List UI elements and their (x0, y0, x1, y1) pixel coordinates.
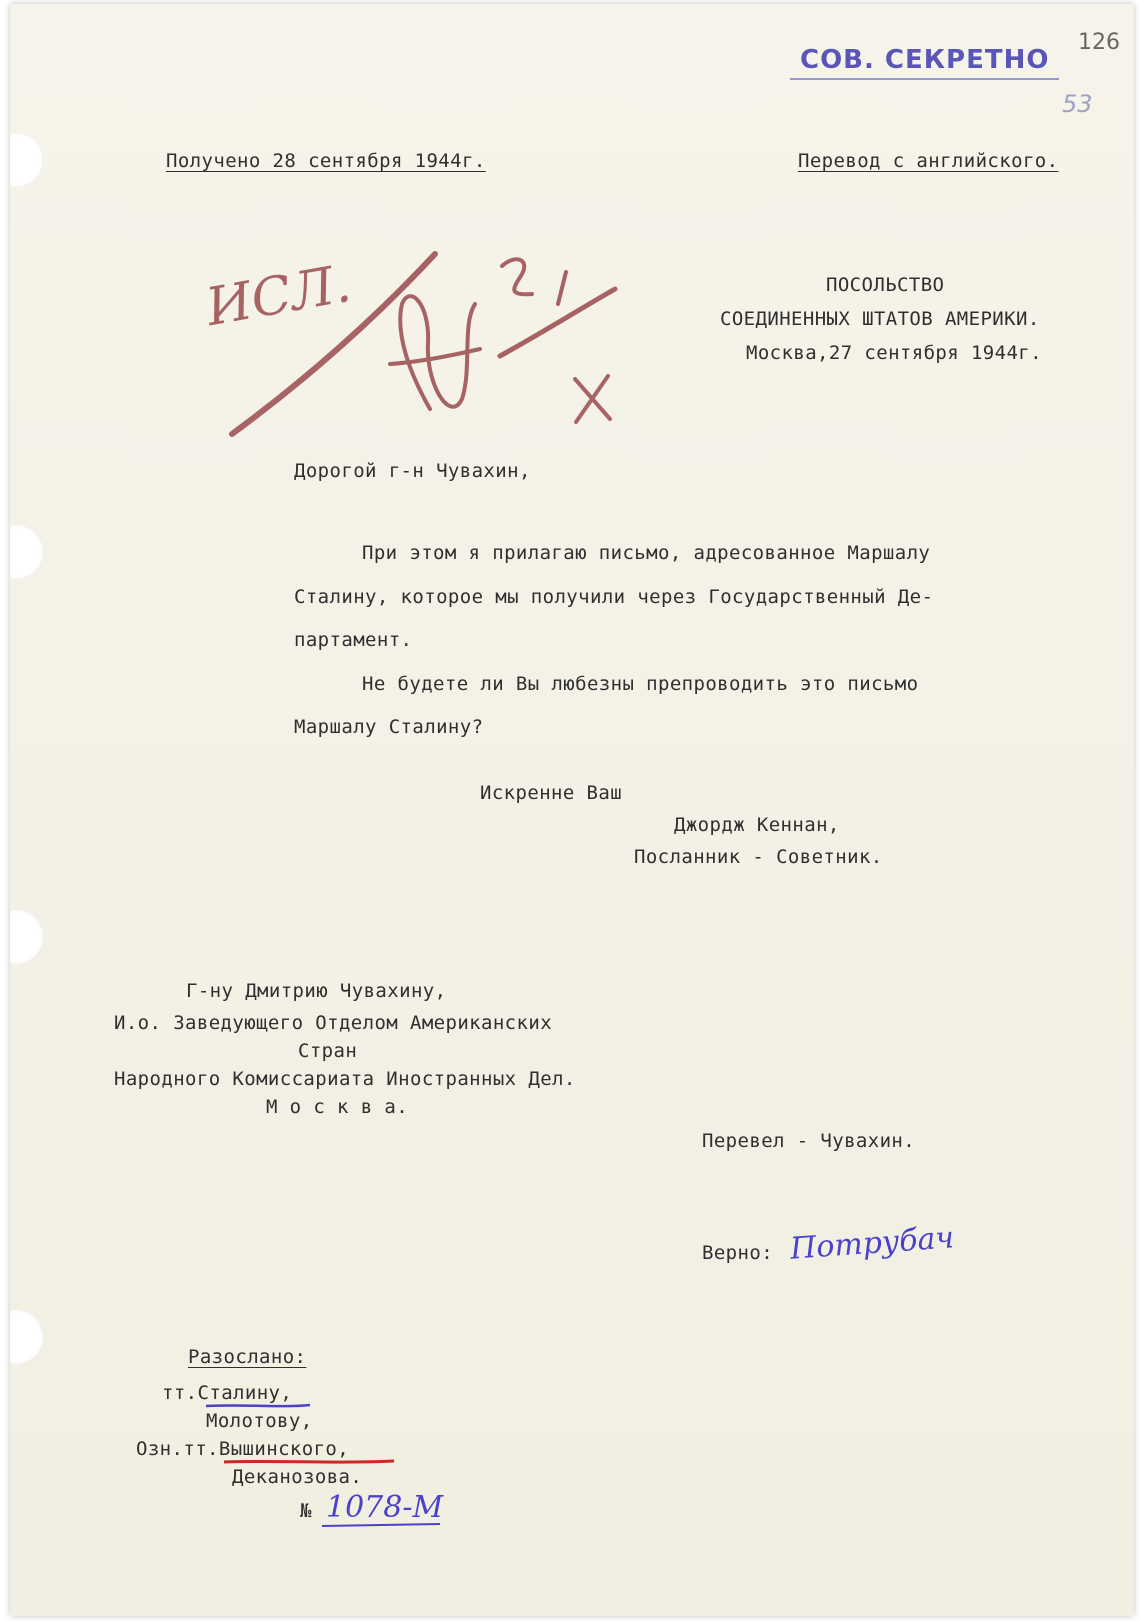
distribution-line-4: Деканозова. (232, 1466, 363, 1488)
sender-line-2: СОЕДИНЕННЫХ ШТАТОВ АМЕРИКИ. (720, 308, 1040, 330)
body-paragraph-1-line-3: партамент. (294, 629, 413, 651)
recipient-line-3: Стран (298, 1040, 358, 1062)
signatory-name: Джордж Кеннан, (674, 814, 840, 836)
received-date: Получено 28 сентября 1944г. (166, 150, 486, 172)
recipient-line-1: Г-ну Дмитрию Чувахину, (186, 980, 447, 1002)
page-number: 126 (1078, 30, 1120, 55)
body-paragraph-1-line-2: Сталину, которое мы получили через Государственный Де- (294, 586, 934, 608)
resolution-text: ИСЛ. (201, 253, 356, 339)
recipient-line-4: Народного Комиссариата Иностранных Дел. (114, 1068, 576, 1090)
recipient-line-2: И.о. Заведующего Отделом Американских (114, 1012, 553, 1034)
document-sheet (10, 4, 1134, 1616)
registry-number-label: № (300, 1500, 312, 1522)
registry-underline (10, 4, 1134, 1616)
pencil-mark: 53 (1062, 90, 1093, 118)
recipient-line-5: М о с к в а. (266, 1096, 409, 1118)
salutation: Дорогой г-н Чувахин, (294, 460, 531, 482)
sender-line-1: ПОСОЛЬСТВО (826, 274, 945, 296)
sender-line-3: Москва,27 сентября 1944г. (746, 342, 1042, 364)
classification-stamp: СОВ. СЕКРЕТНО (790, 42, 1059, 80)
closing: Искренне Ваш (480, 782, 623, 804)
registry-number: 1078-М (326, 1490, 444, 1525)
certification-label: Верно: (702, 1242, 774, 1264)
distribution-line-1: тт.Сталину, (162, 1382, 293, 1404)
translation-note: Перевод с английского. (798, 150, 1059, 172)
distribution-line-3: Озн.тт.Вышинского, (136, 1438, 350, 1460)
certification-signature: Потрубач (788, 1220, 956, 1267)
body-paragraph-2-line-1: Не будете ли Вы любезны препроводить это письмо (362, 673, 919, 695)
distribution-line-2: Молотову, (206, 1410, 313, 1432)
body-paragraph-2-line-2: Маршалу Сталину? (294, 716, 484, 738)
signatory-title: Посланник - Советник. (634, 846, 883, 868)
translator: Перевел - Чувахин. (702, 1130, 916, 1152)
body-paragraph-1-line-1: При этом я прилагаю письмо, адресованное Маршалу (362, 542, 931, 564)
distribution-heading: Разослано: (188, 1346, 307, 1368)
